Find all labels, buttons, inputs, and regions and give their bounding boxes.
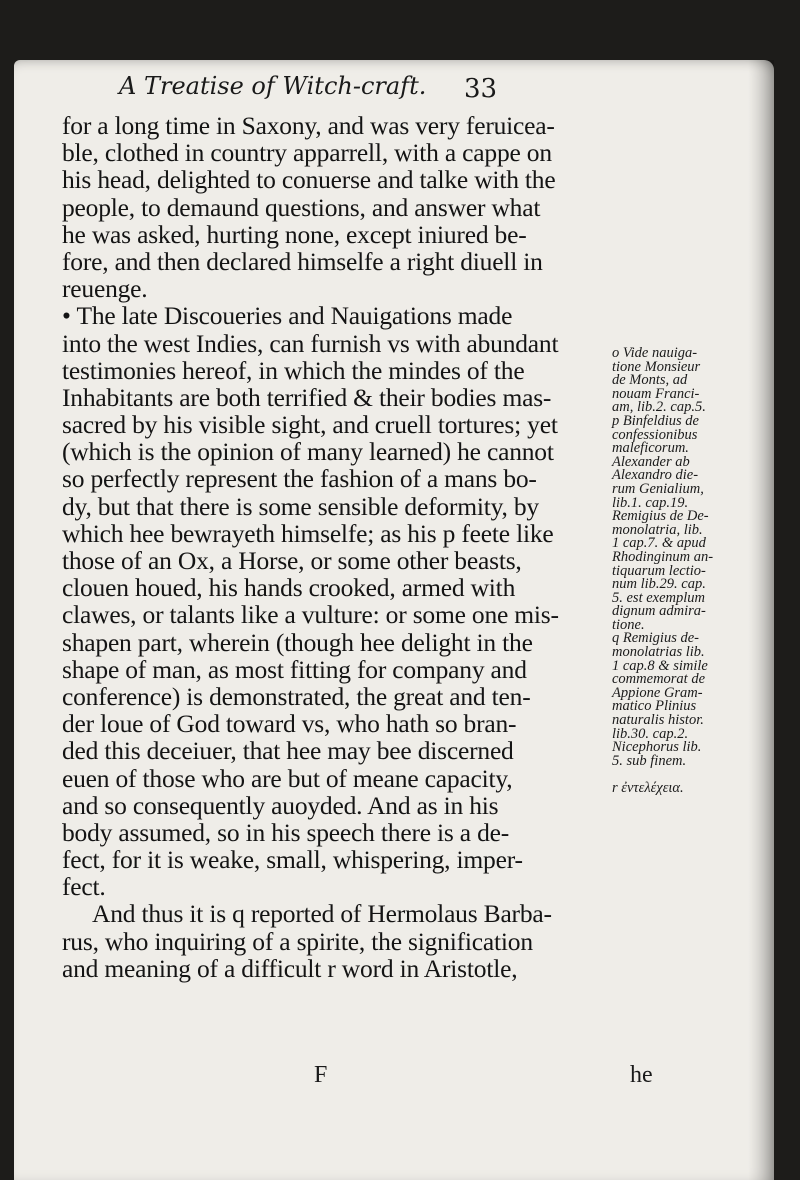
marginal-notes [612, 347, 772, 796]
margin-note-line: Rhodinginum an- [612, 548, 714, 565]
text-line: Inhabitants are both terrified & their bodies mas- [62, 382, 552, 412]
text-line: and so consequently auoyded. And as in his [62, 790, 499, 820]
text-line: ble, clothed in country apparrell, with a cappe on [62, 138, 552, 168]
text-line: der loue of God toward vs, who hath so bran- [62, 709, 517, 739]
margin-note-line: 1 cap.7. & apud [612, 535, 706, 552]
margin-note-line: tione. [612, 616, 645, 633]
main-text-block [62, 112, 602, 982]
text-line: body assumed, so in his speech there is a de- [62, 817, 510, 847]
margin-note-line: 5. est exemplum [612, 589, 706, 606]
margin-note-line: lib.1. cap.19. [612, 494, 689, 511]
text-line: those of an Ox, a Horse, or some other beasts, [62, 546, 522, 575]
text-line: and meaning of a difficult r word in Aristotle, [62, 953, 518, 983]
margin-note-line: rum Genialium, [612, 480, 704, 497]
text-line: And thus it is q reported of Hermolaus Barba- [92, 899, 552, 929]
text-line: conference) is demonstrated, the great and ten- [62, 681, 531, 711]
margin-note-line: nouam Franci- [612, 385, 700, 402]
margin-note-line: monolatrias lib. [612, 644, 705, 661]
text-line: reuenge. [62, 274, 148, 304]
margin-note-line: Alexandro die- [612, 467, 699, 484]
text-line: • The late Discoueries and Nauigations made [62, 301, 513, 331]
margin-note-line: monolatria, lib. [612, 521, 703, 538]
margin-note-line: Alexander ab [612, 453, 690, 470]
running-title: A Treatise of Witch-craft. [119, 72, 427, 100]
margin-note-line: p Binfeldius de [612, 412, 699, 429]
margin-note-line: r ἐντελέχεια. [612, 780, 684, 796]
signature-mark: F [314, 1062, 328, 1088]
margin-note-line: Nicephorus lib. [612, 739, 702, 756]
margin-note-line: 1 cap.8 & simile [612, 657, 708, 674]
text-line: (which is the opinion of many learned) he cannot [62, 437, 554, 467]
margin-note-line: q Remigius de- [612, 630, 699, 647]
text-line: for a long time in Saxony, and was very feruicea- [62, 111, 555, 140]
margin-note-line: dignum admira- [612, 603, 706, 620]
text-line: testimonies hereof, in which the mindes of the [62, 355, 525, 385]
margin-note-line: de Monts, ad [612, 372, 688, 389]
text-line: fect. [62, 872, 106, 902]
text-line: his head, delighted to conuerse and talke with the [62, 165, 556, 195]
margin-note-line: 5. sub finem. [612, 752, 687, 769]
margin-note-line: commemorat de [612, 671, 706, 688]
margin-note-line: Remigius de De- [612, 508, 709, 525]
margin-note-line: tione Monsieur [612, 358, 701, 375]
text-line: fore, and then declared himselfe a right diuell in [62, 246, 543, 276]
margin-note-line: tiquarum lectio- [612, 562, 706, 579]
margin-note-line: maleficorum. [612, 440, 689, 457]
text-line: people, to demaund questions, and answer what [62, 192, 541, 222]
text-line: dy, but that there is some sensible deformity, by [62, 491, 539, 521]
text-line: he was asked, hurting none, except iniured be- [62, 219, 527, 249]
text-line: which hee bewrayeth himselfe; as his p feete like [62, 518, 554, 548]
margin-note-line: Appione Gram- [612, 684, 703, 701]
margin-note-line: confessionibus [612, 426, 698, 443]
text-line: clawes, or talants like a vulture: or some one mis- [62, 600, 559, 630]
text-line: shapen part, wherein (though hee delight in the [62, 627, 533, 657]
page-number: 33 [464, 74, 498, 104]
text-line: ded this deceiuer, that hee may bee discerned [62, 736, 514, 766]
text-line: into the west Indies, can furnish vs with abundant [62, 328, 559, 358]
catchword: he [630, 1062, 653, 1088]
text-line: so perfectly represent the fashion of a mans bo- [62, 464, 537, 494]
text-line: sacred by his visible sight, and cruell tortures; yet [62, 410, 558, 440]
text-line: shape of man, as most fitting for company and [62, 654, 527, 684]
text-line: rus, who inquiring of a spirite, the signification [62, 926, 533, 956]
margin-note-line: lib.30. cap.2. [612, 725, 689, 742]
text-line: euen of those who are but of meane capacity, [62, 763, 513, 793]
margin-note-line: matico Plinius [612, 698, 697, 715]
margin-note-line: am, lib.2. cap.5. [612, 399, 706, 416]
text-line: fect, for it is weake, small, whispering, imper- [62, 845, 523, 875]
running-header [119, 72, 539, 104]
margin-note-line: num lib.29. cap. [612, 576, 706, 593]
text-line: clouen houed, his hands crooked, armed with [62, 573, 516, 603]
margin-note-line: naturalis histor. [612, 712, 704, 729]
margin-note-line: o Vide nauiga- [612, 345, 698, 361]
book-page [14, 60, 774, 1180]
